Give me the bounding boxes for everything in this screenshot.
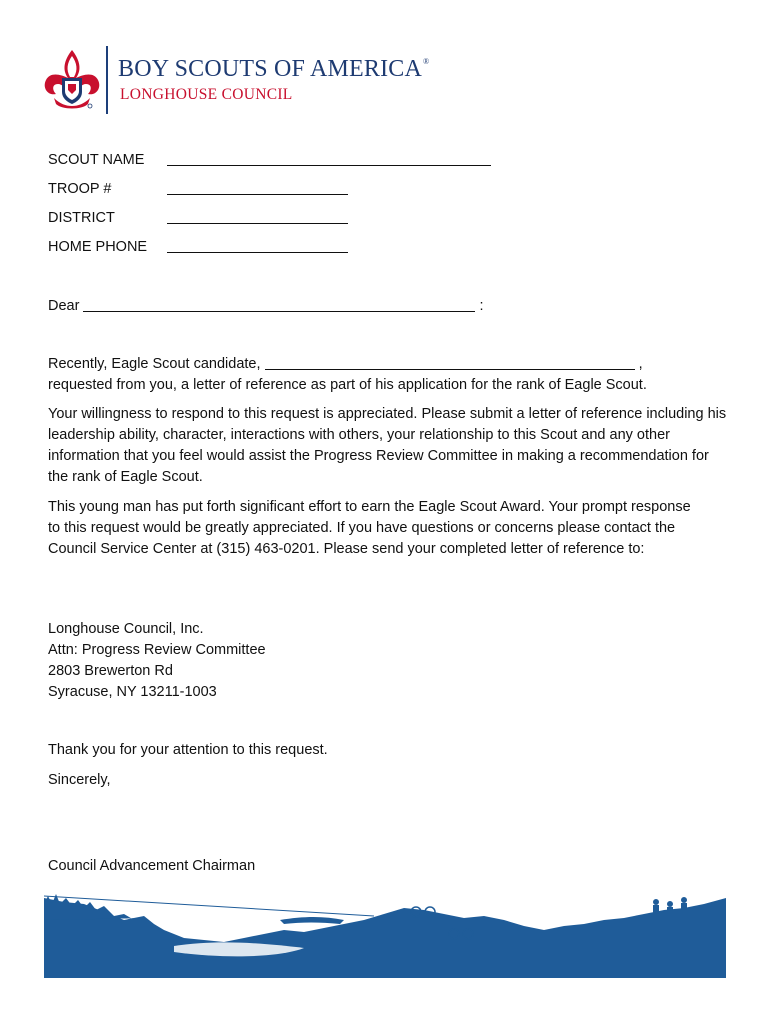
district-label: DISTRICT [48,210,115,226]
recipient-name-field[interactable] [83,297,475,312]
home-phone-label: HOME PHONE [48,239,148,255]
org-name [118,56,429,83]
salutation-colon: : [479,298,484,314]
intro-comma: , [638,356,643,372]
salutation-text: Dear [48,298,80,314]
registered-mark: ® [423,57,430,66]
bsa-fleur-de-lis-logo [42,48,102,112]
header-divider [106,46,108,114]
troop-label: TROOP # [48,181,112,197]
council-name: LONGHOUSE COUNCIL [120,86,293,103]
salutation [48,297,484,314]
intro-line-2: requested from you, a letter of reference as part of his application for the rank of Eagle Scout. [48,377,647,393]
address-line-3: 2803 Brewerton Rd [48,663,173,679]
candidate-name-field[interactable] [265,355,635,370]
thank-you-line: Thank you for your attention to this request. [48,742,328,758]
paragraph-2: This young man has put forth significant effort to earn the Eagle Scout Award. Your prompt response to this request would be greatly appreciated. If you have questions or concerns please contact the Council Service Center at (315) 463-0201. Please send your completed letter of reference to: [48,499,691,557]
address-line-2: Attn: Progress Review Committee [48,642,266,658]
paragraph-1: Your willingness to respond to this request is appreciated. Please submit a letter of reference including his leadership ability, character, interactions with others, your relationship to this Scout and any other information that you feel would assist the Progress Review Committee in making a recommendation for the rank of Eagle Scout. [48,406,727,485]
signature-title: Council Advancement Chairman [48,858,256,874]
outdoor-activities-banner [44,890,726,978]
org-name-text: BOY SCOUTS OF AMERICA [118,56,423,82]
home-phone-field[interactable] [167,252,348,253]
closing: Sincerely, [48,772,111,788]
address-line-1: Longhouse Council, Inc. [48,621,204,637]
address-line-4: Syracuse, NY 13211-1003 [48,684,217,700]
district-field[interactable] [167,223,348,224]
scout-name-label: SCOUT NAME [48,152,145,168]
scout-name-field[interactable] [167,165,491,166]
troop-field[interactable] [167,194,348,195]
intro-line-1 [48,354,728,375]
intro-prefix: Recently, Eagle Scout candidate, [48,356,261,372]
